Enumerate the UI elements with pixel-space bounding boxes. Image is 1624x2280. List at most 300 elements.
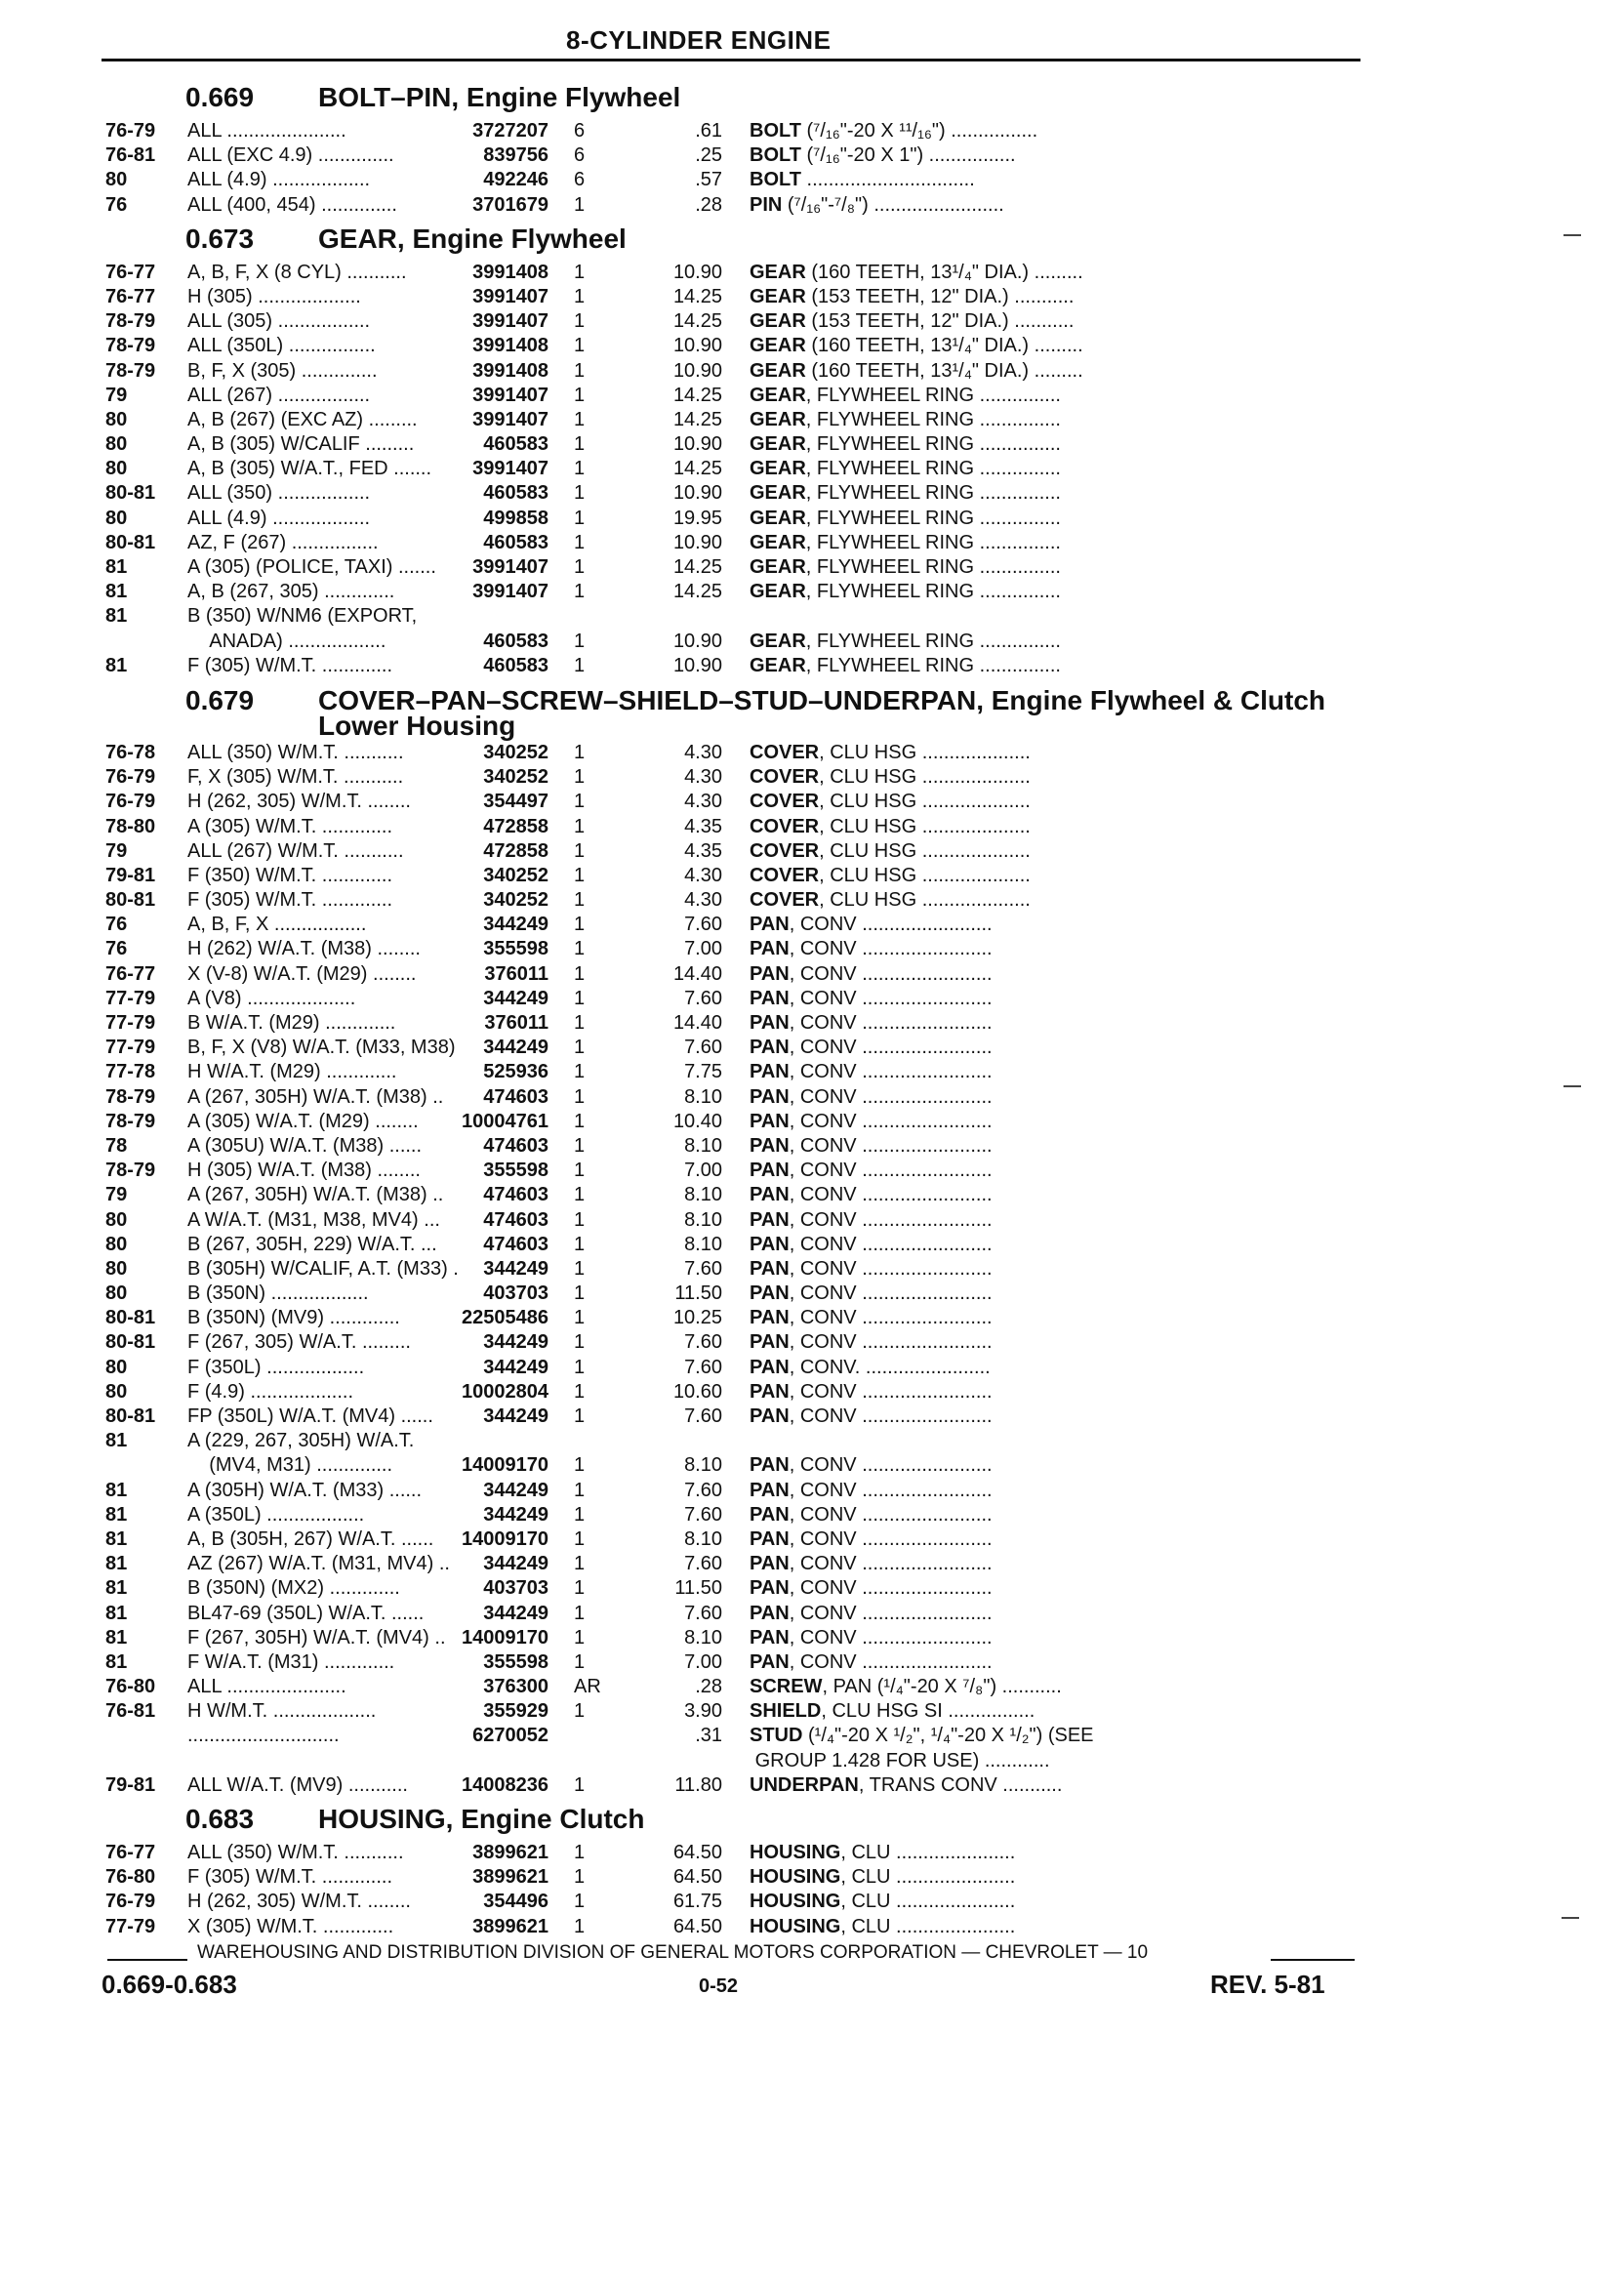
model-years: 81: [105, 1577, 128, 1600]
part-number: 344249: [483, 1331, 548, 1354]
application: A (267, 305H) W/A.T. (M38) ..: [187, 1085, 444, 1108]
price: 10.90: [672, 433, 722, 456]
price: 8.10: [684, 1085, 722, 1108]
description-keyword: PAN: [750, 1257, 790, 1280]
application: F (305) W/M.T. .............: [187, 889, 393, 912]
quantity: 1: [574, 815, 586, 837]
application: ALL (267) .................: [187, 384, 371, 406]
description-keyword: PAN: [750, 914, 790, 936]
description: [750, 815, 1368, 839]
price: .31: [695, 1725, 722, 1747]
part-number: 340252: [483, 864, 548, 886]
description: [750, 580, 1368, 604]
part-number: 3991408: [472, 261, 548, 283]
part-number: 354497: [483, 791, 548, 813]
description-keyword: GEAR: [750, 482, 806, 505]
description: [750, 765, 1368, 790]
description-detail: , FLYWHEEL RING ...............: [805, 458, 1061, 480]
description-detail: , CONV ........................: [789, 987, 993, 1009]
description: [750, 1773, 1368, 1798]
part-number: 474603: [483, 1134, 548, 1157]
description-detail: (⁷/₁₆"-20 X 1") ................: [800, 144, 1016, 167]
table-row: [102, 1626, 1370, 1650]
price: 4.35: [684, 839, 722, 862]
table-row: [102, 888, 1370, 913]
description-keyword: PAN: [750, 1577, 790, 1600]
description-detail: , CONV ........................: [789, 1380, 993, 1403]
table-row: [102, 765, 1370, 790]
table-row: [102, 1011, 1370, 1036]
description-keyword: GEAR: [750, 408, 806, 430]
model-years: 80-81: [105, 1405, 156, 1428]
description-keyword: COVER: [750, 839, 820, 862]
model-years: 81: [105, 1553, 128, 1575]
table-row: [102, 1330, 1370, 1355]
model-years: 79: [105, 1184, 128, 1206]
application: B W/A.T. (M29) .............: [187, 1012, 396, 1035]
table-row: [102, 457, 1370, 481]
price: 7.00: [684, 1650, 722, 1673]
description: [750, 119, 1368, 143]
description-detail: , CONV ........................: [789, 1454, 993, 1477]
description-keyword: GEAR: [750, 261, 806, 283]
description-detail: , CONV ........................: [789, 1553, 993, 1575]
model-years: 81: [105, 1503, 128, 1526]
application: ALL ......................: [187, 1676, 346, 1698]
price: 10.40: [672, 1110, 722, 1132]
part-number: 492246: [483, 169, 548, 191]
part-number: 355598: [483, 1650, 548, 1673]
description: [750, 359, 1368, 384]
description-detail: (153 TEETH, 12" DIA.) ...........: [805, 285, 1075, 307]
model-years: 77-78: [105, 1061, 156, 1083]
quantity: 1: [574, 507, 586, 529]
table-row: [102, 334, 1370, 358]
model-years: 81: [105, 1479, 128, 1501]
description: [750, 962, 1368, 987]
price: 7.00: [684, 938, 722, 960]
description: [750, 507, 1368, 531]
quantity: 1: [574, 458, 586, 480]
description-detail: , CONV ........................: [789, 914, 993, 936]
application: B (350N) ..................: [187, 1282, 369, 1305]
footer-publisher: WAREHOUSING AND DISTRIBUTION DIVISION OF GENERAL MOTORS CORPORATION — CHEVROLET — 10: [197, 1942, 1149, 1963]
footer-group-range: 0.669-0.683: [102, 1970, 237, 1999]
price: 4.30: [684, 766, 722, 789]
description: [750, 1159, 1368, 1183]
description-keyword: BOLT: [750, 144, 801, 167]
quantity: 1: [574, 335, 586, 357]
description: [750, 408, 1368, 432]
quantity: 6: [574, 144, 586, 167]
description-keyword: PAN: [750, 938, 790, 960]
description: [750, 839, 1368, 864]
margin-mark: [1563, 1085, 1581, 1087]
part-number: 14009170: [462, 1454, 548, 1477]
description: [750, 531, 1368, 555]
table-row: [102, 1233, 1370, 1257]
application: B (350N) (MV9) .............: [187, 1307, 400, 1329]
part-number: 472858: [483, 815, 548, 837]
table-row: [102, 604, 1370, 653]
model-years: 81: [105, 1626, 128, 1649]
description: [750, 864, 1368, 888]
quantity: 1: [574, 1842, 586, 1864]
page-title: 8-CYLINDER ENGINE: [566, 25, 832, 55]
model-years: 77-79: [105, 1012, 156, 1035]
description: [750, 1675, 1368, 1699]
price: 61.75: [672, 1891, 722, 1913]
price: 4.30: [684, 864, 722, 886]
part-number: 14009170: [462, 1626, 548, 1649]
price: 4.35: [684, 815, 722, 837]
description-detail: , CONV ........................: [789, 1307, 993, 1329]
description-detail: , CONV ........................: [789, 1331, 993, 1354]
quantity: 1: [574, 261, 586, 283]
description-keyword: COVER: [750, 741, 820, 763]
table-row: [102, 309, 1370, 334]
description-keyword: SCREW: [750, 1676, 823, 1698]
table-row: [102, 1356, 1370, 1380]
parts-listing: [102, 76, 1370, 1939]
quantity: 1: [574, 654, 586, 676]
header-divider: [102, 59, 1360, 61]
part-number: 340252: [483, 766, 548, 789]
description-detail: , FLYWHEEL RING ...............: [805, 581, 1061, 603]
price: 7.00: [684, 1160, 722, 1182]
table-row: [102, 261, 1370, 285]
description: [750, 654, 1368, 678]
description-detail: , CONV ........................: [789, 1184, 993, 1206]
model-years: 80-81: [105, 889, 156, 912]
description-detail: , CONV ........................: [789, 962, 993, 985]
application: ALL ......................: [187, 120, 346, 142]
part-number: 474603: [483, 1085, 548, 1108]
part-number: 344249: [483, 1405, 548, 1428]
model-years: 76-81: [105, 1700, 156, 1723]
description: [750, 741, 1368, 765]
description-keyword: COVER: [750, 766, 820, 789]
quantity: 1: [574, 1866, 586, 1889]
description-detail: , CLU HSG ....................: [819, 864, 1031, 886]
quantity: 1: [574, 310, 586, 333]
description-detail: , CLU HSG ....................: [819, 815, 1031, 837]
table-row: [102, 913, 1370, 937]
quantity: 1: [574, 1454, 586, 1477]
model-years: 76-79: [105, 766, 156, 789]
description: [750, 457, 1368, 481]
quantity: 1: [574, 1626, 586, 1649]
part-number: 472858: [483, 839, 548, 862]
section-number: 0.683: [185, 1804, 255, 1835]
price: .57: [695, 169, 722, 191]
description: [750, 790, 1368, 814]
application: A, B (305) W/CALIF .........: [187, 433, 415, 456]
part-number: 355598: [483, 1160, 548, 1182]
price: .25: [695, 144, 722, 167]
model-years: 76-79: [105, 1891, 156, 1913]
description-keyword: PAN: [750, 1454, 790, 1477]
application: A, B, F, X .................: [187, 914, 367, 936]
model-years: 78: [105, 1134, 128, 1157]
footer-divider-left: [107, 1959, 187, 1961]
table-row: [102, 741, 1370, 765]
quantity: 1: [574, 1602, 586, 1624]
description: [750, 1479, 1368, 1503]
model-years: 80: [105, 1257, 128, 1280]
application: B (305H) W/CALIF, A.T. (M33) .: [187, 1257, 459, 1280]
part-number: 460583: [483, 630, 548, 652]
footer-revision: REV. 5-81: [1210, 1970, 1325, 1999]
part-number: 344249: [483, 1257, 548, 1280]
price: 10.90: [672, 359, 722, 382]
application: ALL (4.9) ..................: [187, 507, 371, 529]
part-number: 340252: [483, 741, 548, 763]
quantity: 1: [574, 1380, 586, 1403]
price: .61: [695, 120, 722, 142]
table-row: [102, 1380, 1370, 1405]
margin-mark: [1563, 234, 1581, 236]
description-keyword: PAN: [750, 1602, 790, 1624]
quantity: 1: [574, 1503, 586, 1526]
application: A (305) W/M.T. .............: [187, 815, 393, 837]
application: ............................: [187, 1725, 340, 1747]
model-years: 76: [105, 193, 128, 216]
description: [750, 1724, 1368, 1772]
description-detail: , FLYWHEEL RING ...............: [805, 433, 1061, 456]
table-row: [102, 1085, 1370, 1110]
description-detail: , CONV ........................: [789, 1503, 993, 1526]
description: [750, 1183, 1368, 1207]
price: 4.30: [684, 889, 722, 912]
part-number: 525936: [483, 1061, 548, 1083]
description: [750, 1890, 1368, 1914]
description-keyword: PAN: [750, 1307, 790, 1329]
quantity: 1: [574, 630, 586, 652]
description-keyword: PAN: [750, 1527, 790, 1550]
description: [750, 1915, 1368, 1939]
quantity: 1: [574, 384, 586, 406]
model-years: 76-80: [105, 1866, 156, 1889]
model-years: 77-79: [105, 1037, 156, 1059]
table-row: [102, 839, 1370, 864]
price: 64.50: [672, 1842, 722, 1864]
description-keyword: UNDERPAN: [750, 1773, 859, 1796]
description: [750, 1841, 1368, 1865]
application: ALL (350) W/M.T. ...........: [187, 741, 404, 763]
description-keyword: GEAR: [750, 384, 806, 406]
section-name: HOUSING, Engine Clutch: [318, 1804, 645, 1835]
section-title: [102, 218, 1370, 261]
section-name: BOLT–PIN, Engine Flywheel: [318, 82, 681, 112]
model-years: 76: [105, 938, 128, 960]
description-detail: , CONV ........................: [789, 1160, 993, 1182]
description: [750, 481, 1368, 506]
price: 8.10: [684, 1626, 722, 1649]
part-number: 460583: [483, 433, 548, 456]
part-number: 474603: [483, 1208, 548, 1231]
model-years: 76-77: [105, 285, 156, 307]
quantity: 1: [574, 1773, 586, 1796]
quantity: 1: [574, 1307, 586, 1329]
table-row: [102, 937, 1370, 961]
description-detail: (160 TEETH, 13¹/₄" DIA.) .........: [805, 359, 1083, 382]
application: A, B, F, X (8 CYL) ...........: [187, 261, 407, 283]
description-keyword: PAN: [750, 1626, 790, 1649]
model-years: 80-81: [105, 1331, 156, 1354]
description-keyword: GEAR: [750, 310, 806, 333]
description: [750, 1602, 1368, 1626]
price: 64.50: [672, 1866, 722, 1889]
application: B (267, 305H, 229) W/A.T. ...: [187, 1233, 437, 1255]
price: 14.25: [672, 581, 722, 603]
description-keyword: PAN: [750, 1479, 790, 1501]
price: 10.90: [672, 335, 722, 357]
description-keyword: GEAR: [750, 458, 806, 480]
model-years: 81: [105, 556, 128, 578]
application: ALL (267) W/M.T. ...........: [187, 839, 404, 862]
part-number: 3899621: [472, 1842, 548, 1864]
quantity: 1: [574, 1527, 586, 1550]
model-years: 81: [105, 581, 128, 603]
description: [750, 1527, 1368, 1552]
application: ALL W/A.T. (MV9) ...........: [187, 1773, 408, 1796]
description-detail: , TRANS CONV ...........: [858, 1773, 1063, 1796]
quantity: 1: [574, 1553, 586, 1575]
application: F (350L) ..................: [187, 1356, 365, 1378]
table-row: [102, 481, 1370, 506]
quantity: 1: [574, 889, 586, 912]
description-keyword: HOUSING: [750, 1891, 841, 1913]
quantity: 6: [574, 169, 586, 191]
quantity: 1: [574, 1184, 586, 1206]
part-number: 340252: [483, 889, 548, 912]
part-number: 376300: [483, 1676, 548, 1698]
price: 11.50: [674, 1282, 722, 1305]
description-detail: , CLU HSG ....................: [819, 766, 1031, 789]
table-row: [102, 1527, 1370, 1552]
description-keyword: PAN: [750, 1061, 790, 1083]
description: [750, 1233, 1368, 1257]
model-years: 80-81: [105, 531, 156, 553]
description-keyword: PIN: [750, 193, 783, 216]
model-years: 81: [105, 1430, 128, 1452]
model-years: 80: [105, 1208, 128, 1231]
part-number: 344249: [483, 987, 548, 1009]
table-row: [102, 1183, 1370, 1207]
price: 14.40: [672, 962, 722, 985]
table-row: [102, 1110, 1370, 1134]
table-row: [102, 962, 1370, 987]
description-keyword: PAN: [750, 1184, 790, 1206]
model-years: 79: [105, 384, 128, 406]
price: 8.10: [684, 1134, 722, 1157]
part-number: 354496: [483, 1891, 548, 1913]
table-row: [102, 1675, 1370, 1699]
model-years: 78-79: [105, 1110, 156, 1132]
table-row: [102, 1552, 1370, 1576]
model-years: 79-81: [105, 864, 156, 886]
price: 19.95: [672, 507, 722, 529]
model-years: 81: [105, 1650, 128, 1673]
quantity: 1: [574, 914, 586, 936]
table-row: [102, 987, 1370, 1011]
description-detail: , FLYWHEEL RING ...............: [805, 408, 1061, 430]
description-keyword: PAN: [750, 1331, 790, 1354]
description-keyword: PAN: [750, 1650, 790, 1673]
table-row: [102, 815, 1370, 839]
description: [750, 1626, 1368, 1650]
description-detail: , CLU HSG ....................: [819, 791, 1031, 813]
footer-page-number: 0-52: [699, 1975, 739, 1997]
application: A (305) W/A.T. (M29) ........: [187, 1110, 419, 1132]
part-number: 6270052: [472, 1725, 548, 1747]
quantity: 1: [574, 193, 586, 216]
part-number: 3991407: [472, 556, 548, 578]
description-keyword: PAN: [750, 1110, 790, 1132]
description: [750, 1650, 1368, 1675]
application: BL47-69 (350L) W/A.T. ......: [187, 1602, 425, 1624]
application: H W/M.T. ...................: [187, 1700, 377, 1723]
quantity: 6: [574, 120, 586, 142]
table-row: [102, 1282, 1370, 1306]
price: 7.60: [684, 1257, 722, 1280]
model-years: 80-81: [105, 1307, 156, 1329]
quantity: 1: [574, 1037, 586, 1059]
part-number: 474603: [483, 1184, 548, 1206]
section-number: 0.673: [185, 223, 255, 254]
part-number: 344249: [483, 1479, 548, 1501]
price: .28: [695, 1676, 722, 1698]
footer-divider-right: [1271, 1959, 1355, 1961]
quantity: 1: [574, 1061, 586, 1083]
part-number: 3899621: [472, 1866, 548, 1889]
model-years: 76-80: [105, 1676, 156, 1698]
table-row: [102, 1208, 1370, 1233]
description-keyword: PAN: [750, 1553, 790, 1575]
description-keyword: PAN: [750, 1160, 790, 1182]
quantity: 1: [574, 1233, 586, 1255]
table-row: [102, 864, 1370, 888]
table-row: [102, 580, 1370, 604]
description-detail: , CONV ........................: [789, 1577, 993, 1600]
quantity: 1: [574, 1700, 586, 1723]
application: B, F, X (305) ..............: [187, 359, 378, 382]
application: H (262, 305) W/M.T. ........: [187, 791, 411, 813]
application: F (305) W/M.T. .............: [187, 654, 393, 676]
table-row: [102, 1576, 1370, 1601]
quantity: 1: [574, 1405, 586, 1428]
description-keyword: COVER: [750, 889, 820, 912]
quantity: 1: [574, 987, 586, 1009]
description-detail: ...............................: [800, 169, 975, 191]
price: 7.60: [684, 1553, 722, 1575]
part-number: 344249: [483, 914, 548, 936]
description-detail: , CONV ........................: [789, 1110, 993, 1132]
description-detail: , CONV ........................: [789, 1602, 993, 1624]
table-row: [102, 1773, 1370, 1798]
description-keyword: GEAR: [750, 630, 806, 652]
price: 8.10: [684, 1233, 722, 1255]
table-row: [102, 432, 1370, 457]
part-number: 460583: [483, 531, 548, 553]
application: A (350L) ..................: [187, 1503, 365, 1526]
description-keyword: BOLT: [750, 120, 801, 142]
price: 14.25: [672, 285, 722, 307]
quantity: 1: [574, 1356, 586, 1378]
quantity: 1: [574, 1257, 586, 1280]
part-number: 14009170: [462, 1527, 548, 1550]
